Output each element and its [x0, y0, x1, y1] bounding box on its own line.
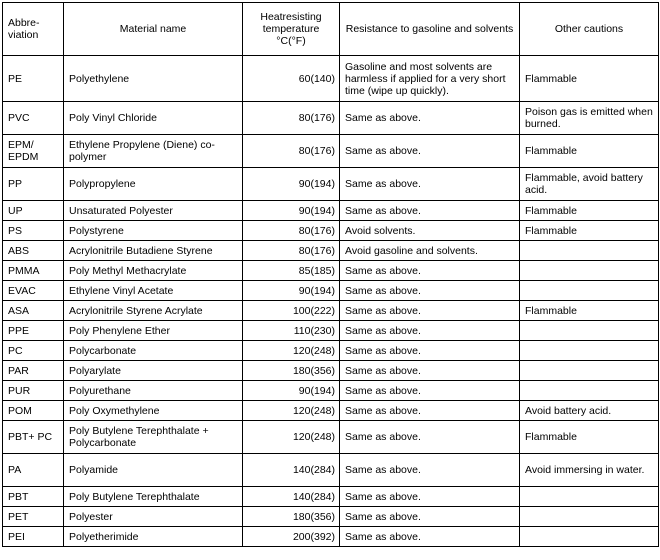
abbreviation-cell: PET: [3, 507, 64, 527]
temperature-cell: 60(140): [243, 56, 340, 102]
header-resistance: Resistance to gasoline and solvents: [340, 3, 520, 56]
material-name-cell: Polyamide: [64, 454, 243, 487]
caution-cell: [520, 321, 659, 341]
table-row: [3, 507, 659, 527]
material-name-cell: Polyurethane: [64, 381, 243, 401]
table-row: [3, 221, 659, 241]
material-name-cell: Polyester: [64, 507, 243, 527]
caution-cell: [520, 341, 659, 361]
abbreviation-cell: PC: [3, 341, 64, 361]
material-name-cell: Acrylonitrile Styrene Acrylate: [64, 301, 243, 321]
caution-cell: [520, 381, 659, 401]
material-name-cell: Poly Butylene Terephthalate: [64, 487, 243, 507]
table-row: [3, 135, 659, 168]
resistance-cell: Same as above.: [340, 281, 520, 301]
resistance-cell: Same as above.: [340, 507, 520, 527]
material-name-cell: Poly Phenylene Ether: [64, 321, 243, 341]
resistance-cell: Avoid gasoline and solvents.: [340, 241, 520, 261]
caution-cell: Flammable: [520, 201, 659, 221]
temperature-cell: 200(392): [243, 527, 340, 547]
temperature-cell: 120(248): [243, 341, 340, 361]
abbreviation-cell: ABS: [3, 241, 64, 261]
abbreviation-cell: EVAC: [3, 281, 64, 301]
abbreviation-cell: PA: [3, 454, 64, 487]
table-row: [3, 401, 659, 421]
resistance-cell: Same as above.: [340, 361, 520, 381]
table-row: [3, 56, 659, 102]
table-row: [3, 487, 659, 507]
temperature-cell: 90(194): [243, 381, 340, 401]
table-row: [3, 301, 659, 321]
material-name-cell: Polystyrene: [64, 221, 243, 241]
temperature-cell: 110(230): [243, 321, 340, 341]
table-row: [3, 454, 659, 487]
resistance-cell: Same as above.: [340, 168, 520, 201]
table-row: [3, 168, 659, 201]
caution-cell: Flammable: [520, 221, 659, 241]
table-row: [3, 261, 659, 281]
caution-cell: [520, 527, 659, 547]
temperature-cell: 100(222): [243, 301, 340, 321]
temperature-cell: 120(248): [243, 421, 340, 454]
resistance-cell: Same as above.: [340, 135, 520, 168]
resistance-cell: Same as above.: [340, 301, 520, 321]
abbreviation-cell: PS: [3, 221, 64, 241]
table-row: [3, 201, 659, 221]
material-name-cell: Poly Oxymethylene: [64, 401, 243, 421]
resistance-cell: Same as above.: [340, 454, 520, 487]
material-name-cell: Ethylene Propylene (Diene) co-polymer: [64, 135, 243, 168]
abbreviation-cell: PBT+ PC: [3, 421, 64, 454]
table-row: [3, 102, 659, 135]
temperature-cell: 80(176): [243, 241, 340, 261]
material-name-cell: Polycarbonate: [64, 341, 243, 361]
temperature-cell: 140(284): [243, 487, 340, 507]
abbreviation-cell: PEI: [3, 527, 64, 547]
caution-cell: Flammable: [520, 135, 659, 168]
caution-cell: [520, 261, 659, 281]
table-row: [3, 381, 659, 401]
temperature-cell: 90(194): [243, 281, 340, 301]
material-name-cell: Polyethylene: [64, 56, 243, 102]
material-name-cell: Poly Methyl Methacrylate: [64, 261, 243, 281]
table-body: [3, 56, 659, 547]
caution-cell: Poison gas is emitted when burned.: [520, 102, 659, 135]
abbreviation-cell: EPM/ EPDM: [3, 135, 64, 168]
abbreviation-cell: PP: [3, 168, 64, 201]
material-name-cell: Poly Butylene Terephthalate + Polycarbonate: [64, 421, 243, 454]
temperature-cell: 180(356): [243, 507, 340, 527]
resistance-cell: Same as above.: [340, 341, 520, 361]
abbreviation-cell: ASA: [3, 301, 64, 321]
material-name-cell: Acrylonitrile Butadiene Styrene: [64, 241, 243, 261]
resistance-cell: Same as above.: [340, 102, 520, 135]
caution-cell: [520, 241, 659, 261]
resistance-cell: Avoid solvents.: [340, 221, 520, 241]
caution-cell: [520, 487, 659, 507]
material-name-cell: Poly Vinyl Chloride: [64, 102, 243, 135]
resistance-cell: Same as above.: [340, 381, 520, 401]
temperature-cell: 80(176): [243, 135, 340, 168]
abbreviation-cell: UP: [3, 201, 64, 221]
abbreviation-cell: PE: [3, 56, 64, 102]
header-row: [3, 3, 659, 56]
materials-table: [2, 2, 659, 547]
material-name-cell: Polyarylate: [64, 361, 243, 381]
table-row: [3, 281, 659, 301]
material-name-cell: Polyetherimide: [64, 527, 243, 547]
temperature-cell: 80(176): [243, 221, 340, 241]
caution-cell: Flammable: [520, 421, 659, 454]
abbreviation-cell: PVC: [3, 102, 64, 135]
table-row: [3, 321, 659, 341]
temperature-cell: 120(248): [243, 401, 340, 421]
abbreviation-cell: POM: [3, 401, 64, 421]
caution-cell: [520, 507, 659, 527]
temperature-cell: 80(176): [243, 102, 340, 135]
caution-cell: Avoid immersing in water.: [520, 454, 659, 487]
resistance-cell: Same as above.: [340, 421, 520, 454]
temperature-cell: 140(284): [243, 454, 340, 487]
abbreviation-cell: PBT: [3, 487, 64, 507]
table-row: [3, 361, 659, 381]
abbreviation-cell: PMMA: [3, 261, 64, 281]
temperature-cell: 180(356): [243, 361, 340, 381]
caution-cell: Avoid battery acid.: [520, 401, 659, 421]
header-material-name: Material name: [64, 3, 243, 56]
table-row: [3, 241, 659, 261]
abbreviation-cell: PPE: [3, 321, 64, 341]
temperature-cell: 85(185): [243, 261, 340, 281]
caution-cell: Flammable, avoid battery acid.: [520, 168, 659, 201]
resistance-cell: Same as above.: [340, 527, 520, 547]
caution-cell: [520, 281, 659, 301]
resistance-cell: Same as above.: [340, 201, 520, 221]
resistance-cell: Same as above.: [340, 487, 520, 507]
abbreviation-cell: PUR: [3, 381, 64, 401]
material-name-cell: Unsaturated Polyester: [64, 201, 243, 221]
resistance-cell: Same as above.: [340, 401, 520, 421]
table-row: [3, 527, 659, 547]
caution-cell: Flammable: [520, 301, 659, 321]
caution-cell: Flammable: [520, 56, 659, 102]
table-row: [3, 421, 659, 454]
abbreviation-cell: PAR: [3, 361, 64, 381]
header-abbreviation: Abbre- viation: [3, 3, 64, 56]
header-heat-temperature: Heatresisting temperature °C(°F): [243, 3, 340, 56]
resistance-cell: Gasoline and most solvents are harmless if applied for a very short time (wipe up quickly).: [340, 56, 520, 102]
temperature-cell: 90(194): [243, 201, 340, 221]
material-name-cell: Polypropylene: [64, 168, 243, 201]
resistance-cell: Same as above.: [340, 261, 520, 281]
material-name-cell: Ethylene Vinyl Acetate: [64, 281, 243, 301]
header-other-cautions: Other cautions: [520, 3, 659, 56]
resistance-cell: Same as above.: [340, 321, 520, 341]
caution-cell: [520, 361, 659, 381]
temperature-cell: 90(194): [243, 168, 340, 201]
table-row: [3, 341, 659, 361]
